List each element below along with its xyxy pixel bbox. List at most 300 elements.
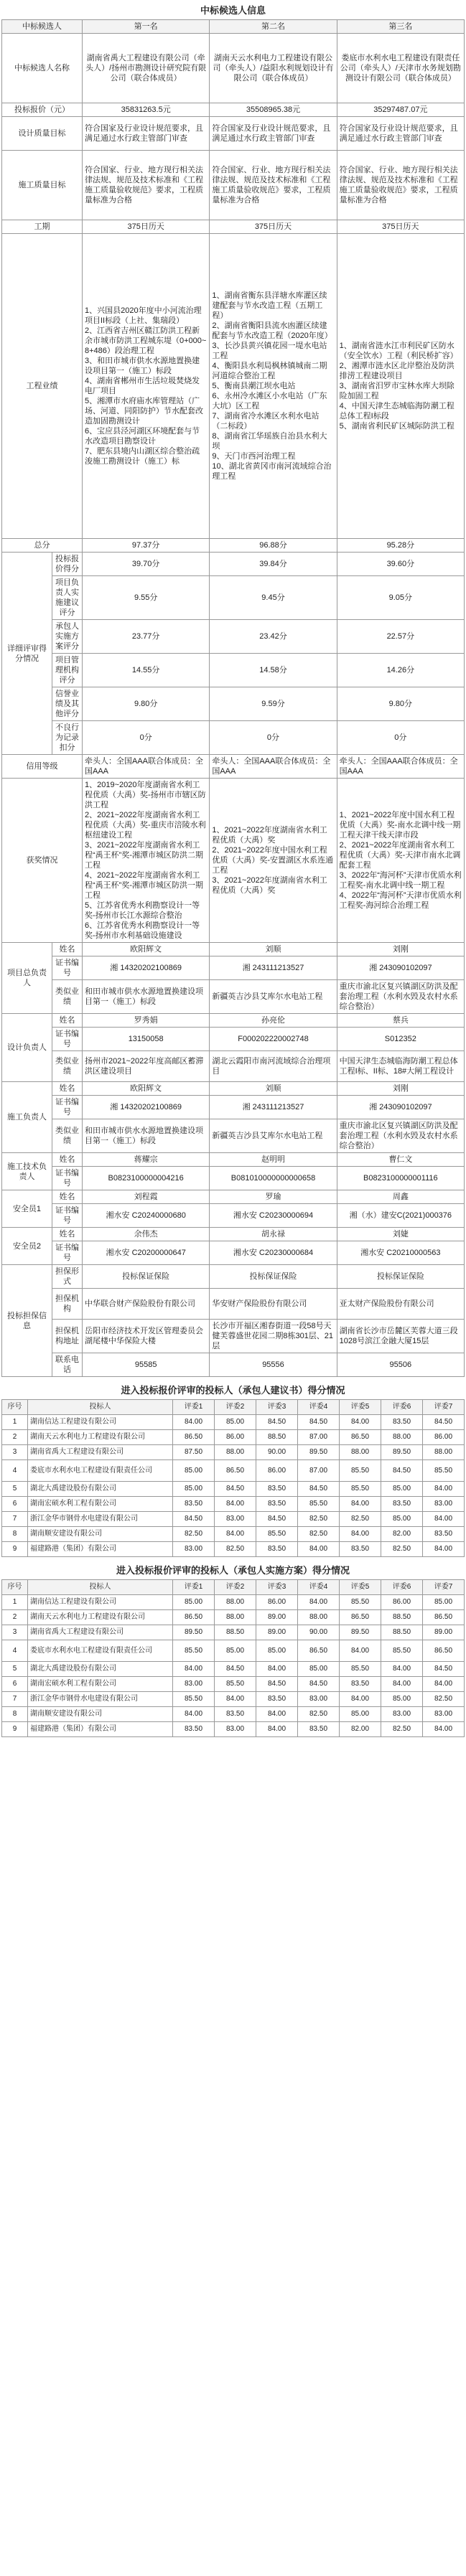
score-cell: 84.50 xyxy=(215,1482,256,1497)
cell: F000202220002748 xyxy=(210,1028,337,1051)
score-cell: 85.00 xyxy=(381,1482,423,1497)
score-cell: 83.00 xyxy=(173,1542,215,1557)
construct-row xyxy=(2,1082,465,1096)
cell: 95506 xyxy=(337,1353,464,1377)
cell: 湘水安 C20200000647 xyxy=(83,1241,210,1265)
score-cell: 86.00 xyxy=(256,1595,298,1610)
cell: 长沙市开福区湘春街道一段58号天健芙蓉盛世花园二期8栋301层、21层 xyxy=(210,1320,337,1353)
score-cell: 82.50 xyxy=(298,1707,340,1722)
score-cell: 88.50 xyxy=(256,1430,298,1445)
cell: 1、湖南省衡东县洋塘水库灌区续建配套与节水改造工程（五期工程） 2、湖南省衡阳县流水凼灌区续建配套与节水改造工程（2020年度） 3、长沙县黄兴镇花园一堤水电站工程 4、衡阳县水利局枫林镇城南二期河道综合整治工程 5、衡南县潮江坝水电站 6、永州冷水滩区小水电站（广东大坑）区工程 7、湖南省冷水滩区水利水电站（二标段） 8、湖南省江华瑶族自治县水利大坝 9、天门市西河治理工程 10、湖北省黄冈市南河流域综合治理工程 xyxy=(210,234,337,539)
score-cell: 85.00 xyxy=(173,1460,215,1482)
details-row xyxy=(2,721,465,755)
cell: 13150058 xyxy=(83,1028,210,1051)
cell: 39.60分 xyxy=(337,553,464,576)
column-header: 评委7 xyxy=(423,1580,465,1595)
score-cell: 85.50 xyxy=(340,1662,381,1677)
table-row xyxy=(2,1482,465,1497)
cell: 湘水安 C20240000680 xyxy=(83,1204,210,1228)
row-label: 姓名 xyxy=(52,1082,83,1096)
cell: 欧阳辉文 xyxy=(83,1082,210,1096)
cell: 湖南省禹大工程建设有限公司（牵头人）/扬州市勘测设计研究院有限公司（联合体成员） xyxy=(83,34,210,103)
score-cell: 83.00 xyxy=(173,1677,215,1692)
column-header: 评委5 xyxy=(340,1580,381,1595)
row-label: 姓名 xyxy=(52,1190,83,1204)
score2-title: 进入投标报价评审的投标人（承包人实施方案）得分情况 xyxy=(116,1565,350,1576)
score-cell: 85.50 xyxy=(256,1527,298,1542)
column-header: 评委6 xyxy=(381,1580,423,1595)
score-cell: 83.50 xyxy=(256,1692,298,1707)
safety2-row xyxy=(2,1241,465,1265)
score-cell: 88.50 xyxy=(381,1625,423,1640)
score-cell: 88.00 xyxy=(215,1610,256,1625)
cell: 罗瑜 xyxy=(210,1190,337,1204)
info-row xyxy=(2,34,465,103)
row-label: 投标报价得分 xyxy=(52,553,83,576)
score-cell: 84.00 xyxy=(256,1707,298,1722)
safety1-row xyxy=(2,1190,465,1204)
score-cell: 85.50 xyxy=(423,1460,465,1482)
bidder-name: 湖北大禹建设股份有限公司 xyxy=(28,1482,173,1497)
score-cell: 88.00 xyxy=(340,1445,381,1460)
score-cell: 82.00 xyxy=(340,1722,381,1737)
score-cell: 84.00 xyxy=(340,1527,381,1542)
cell: 湘 14320202100869 xyxy=(83,956,210,980)
table-row xyxy=(2,1430,465,1445)
group-label: 投标担保信息 xyxy=(2,1265,52,1377)
column-header: 序号 xyxy=(2,1580,28,1595)
cell: 蒋耀宗 xyxy=(83,1153,210,1167)
score-cell: 86.50 xyxy=(423,1610,465,1625)
row-label: 信誉业绩及其他评分 xyxy=(52,687,83,721)
group-label: 设计负责人 xyxy=(2,1014,52,1082)
group-label: 安全员2 xyxy=(2,1228,52,1265)
score-cell: 84.50 xyxy=(298,1482,340,1497)
cell: B081010000000000658 xyxy=(210,1167,337,1190)
row-label: 证书编号 xyxy=(52,956,83,980)
score-cell: 84.00 xyxy=(340,1692,381,1707)
score-cell: 84.00 xyxy=(215,1497,256,1512)
total-row xyxy=(2,539,465,553)
score-cell: 86.50 xyxy=(340,1430,381,1445)
row-label: 姓名 xyxy=(52,1014,83,1028)
cell: 牵头人：全国AAA联合体成员：全国AAA xyxy=(337,755,464,779)
table-row xyxy=(2,1625,465,1640)
score-cell: 82.50 xyxy=(298,1527,340,1542)
construct-row xyxy=(2,1096,465,1119)
score-cell: 88.00 xyxy=(215,1595,256,1610)
score-cell: 84.00 xyxy=(423,1722,465,1737)
row-number: 2 xyxy=(2,1430,28,1445)
group-label: 项目总负责人 xyxy=(2,943,52,1014)
score-cell: 83.00 xyxy=(298,1692,340,1707)
row-label: 获奖情况 xyxy=(2,779,83,943)
cell: 1、2021~2022年度中国水利工程优质（大禹）奖-南水北调中线一期工程天津干线天津市段 2、2021~2022年度湖南省水利工程优质（大禹）奖-天津市南水北调配套工程 3、2022年“海河杯”天津市优质水利工程奖-南水北调中线一期工程 4、2022年“海河杯”天津市优质水利工程奖-海河综合治理工程 xyxy=(337,779,464,943)
bidder-name: 福建路港（集团）有限公司 xyxy=(28,1722,173,1737)
table-row xyxy=(2,1707,465,1722)
score-cell: 85.50 xyxy=(340,1460,381,1482)
score-cell: 89.50 xyxy=(298,1445,340,1460)
cell: 刘婕 xyxy=(337,1228,464,1241)
cell: 符合国家、行业、地方现行相关法律法规、规范及技术标准和《工程施工质量验收规范》要求，工程质量标准为合格 xyxy=(210,151,337,220)
cell: 9.05分 xyxy=(337,576,464,620)
row-number: 7 xyxy=(2,1692,28,1707)
score-cell: 87.50 xyxy=(173,1445,215,1460)
cell: 周鑫 xyxy=(337,1190,464,1204)
cell: 湘 243090102097 xyxy=(337,956,464,980)
score-cell: 84.00 xyxy=(215,1527,256,1542)
cell: 95.28分 xyxy=(337,539,464,553)
cell: 0分 xyxy=(210,721,337,755)
pm-row xyxy=(2,956,465,980)
cell: 刘刚 xyxy=(337,1082,464,1096)
cell: 重庆市渝北区复兴镇湖区防洪及配套治理工程（水利水毁及农村水系综合整治） xyxy=(337,1119,464,1153)
score-cell: 88.00 xyxy=(298,1610,340,1625)
score-cell: 85.50 xyxy=(173,1640,215,1662)
column-header: 评委5 xyxy=(340,1400,381,1415)
cell: 23.42分 xyxy=(210,620,337,654)
score-cell: 82.50 xyxy=(381,1722,423,1737)
score-cell: 84.00 xyxy=(423,1482,465,1497)
row-label: 联系电话 xyxy=(52,1353,83,1377)
score-cell: 83.50 xyxy=(381,1497,423,1512)
score-cell: 85.50 xyxy=(298,1497,340,1512)
cell: 罗秀娟 xyxy=(83,1014,210,1028)
cell: 1、湖南省涟水江市利民矿区防水（安全饮水）工程（利民桥扩容） 2、湘潭市涟水区北岸整治及防洪排涝工程建设项目 3、湖南省汨罗市宝林水库大坝除险加固工程 4、中国天津生态城临海防潮工程总体工程I标段 5、湖南省利民矿区城际防洪工程 xyxy=(337,234,464,539)
column-header: 评委4 xyxy=(298,1580,340,1595)
score-cell: 89.50 xyxy=(381,1445,423,1460)
score-cell: 89.00 xyxy=(423,1625,465,1640)
cell: 95556 xyxy=(210,1353,337,1377)
table-row xyxy=(2,1415,465,1430)
table-row xyxy=(2,1527,465,1542)
score-cell: 85.00 xyxy=(173,1482,215,1497)
score-cell: 87.00 xyxy=(298,1460,340,1482)
row-label: 姓名 xyxy=(52,1153,83,1167)
cell: 湘 243111213527 xyxy=(210,956,337,980)
row-label: 承包人实施方案评分 xyxy=(52,620,83,654)
table-row xyxy=(2,1692,465,1707)
cell: 湘 243111213527 xyxy=(210,1096,337,1119)
page xyxy=(1,3,465,1737)
cell: 刘顺 xyxy=(210,1082,337,1096)
cell: B0823100000004216 xyxy=(83,1167,210,1190)
cell: 刘顺 xyxy=(210,943,337,956)
row-number: 8 xyxy=(2,1527,28,1542)
score-cell: 84.50 xyxy=(256,1512,298,1527)
cell: 和田市城市供水水源地置换建设项目第一（施工）标段 xyxy=(83,980,210,1014)
score-cell: 86.00 xyxy=(381,1595,423,1610)
score-cell: 85.50 xyxy=(340,1482,381,1497)
bidder-name: 湖南省禹大工程建设有限公司 xyxy=(28,1445,173,1460)
cell: 9.59分 xyxy=(210,687,337,721)
row-label: 施工质量目标 xyxy=(2,151,83,220)
score-cell: 89.00 xyxy=(256,1625,298,1640)
cell: 35831263.5元 xyxy=(83,103,210,117)
cell: S012352 xyxy=(337,1028,464,1051)
cell: 1、兴国县2020年度中小河流治理项目II标段（上社、集瑞段） 2、江西省吉州区赣江防洪工程新余市城市防洪工程城东堤（0+000~8+486）段治理工程 3、和田市城市供水水源地置换建设项目第一（施工）标段 4、湖南省郴州市生活垃圾焚烧发电厂项目 5、湘潭市水府庙水库管理站（广场、河道、同阳防护）节水配套改造加固勘测设计 6、宝应县泾河湖区环境配套与节水改造项目勘察设计 7、肥东县境内山湖区综合整治疏浚施工勘测设计（施工）标 xyxy=(83,234,210,539)
cell: 符合国家及行业设计规范要求，且满足通过水行政主管部门审查 xyxy=(210,117,337,151)
cell: B0823100000001116 xyxy=(337,1167,464,1190)
guarantee-row xyxy=(2,1289,465,1320)
cell: 22.57分 xyxy=(337,620,464,654)
score-cell: 84.00 xyxy=(173,1662,215,1677)
score1-table xyxy=(1,1399,465,1557)
row-label: 中标候选人名称 xyxy=(2,34,83,103)
cell: 97.37分 xyxy=(83,539,210,553)
table-row xyxy=(2,1542,465,1557)
score-cell: 85.50 xyxy=(215,1677,256,1692)
score-cell: 88.00 xyxy=(423,1445,465,1460)
score-cell: 86.50 xyxy=(423,1640,465,1662)
cell: 9.80分 xyxy=(83,687,210,721)
score-cell: 84.50 xyxy=(381,1460,423,1482)
score-cell: 90.00 xyxy=(298,1625,340,1640)
bidder-name: 湖南宏硕水利工程有限公司 xyxy=(28,1677,173,1692)
cell: 刘刚 xyxy=(337,943,464,956)
row-number: 5 xyxy=(2,1662,28,1677)
row-label: 担保形式 xyxy=(52,1265,83,1289)
score-cell: 83.00 xyxy=(423,1497,465,1512)
cell: 中华联合财产保险股份有限公司 xyxy=(83,1289,210,1320)
score-cell: 89.50 xyxy=(340,1625,381,1640)
score-cell: 85.00 xyxy=(340,1707,381,1722)
column-header: 评委2 xyxy=(215,1400,256,1415)
score-cell: 84.00 xyxy=(381,1677,423,1692)
score-cell: 84.00 xyxy=(256,1722,298,1737)
score-cell: 86.50 xyxy=(340,1610,381,1625)
cell: 新疆英吉沙县艾库尔水电站工程 xyxy=(210,980,337,1014)
row-label: 类似业绩 xyxy=(52,980,83,1014)
column-header: 评委6 xyxy=(381,1400,423,1415)
cell: 14.55分 xyxy=(83,654,210,687)
row-label: 信用等级 xyxy=(2,755,83,779)
score-cell: 82.50 xyxy=(298,1512,340,1527)
score-cell: 83.50 xyxy=(173,1722,215,1737)
cell: 39.70分 xyxy=(83,553,210,576)
score-cell: 83.00 xyxy=(215,1512,256,1527)
bidder-name: 浙江金华市钢骨水电建设有限公司 xyxy=(28,1512,173,1527)
cell: 14.58分 xyxy=(210,654,337,687)
score-cell: 84.00 xyxy=(340,1640,381,1662)
cell: 重庆市渝北区复兴镇湖区防洪及配套治理工程（水利水毁及农村水系综合整治） xyxy=(337,980,464,1014)
score-cell: 84.00 xyxy=(423,1542,465,1557)
score-cell: 88.00 xyxy=(215,1445,256,1460)
table-row xyxy=(2,1640,465,1662)
header-row xyxy=(2,20,465,34)
details-row xyxy=(2,553,465,576)
bidder-name: 湖南天云水利电力工程建设有限公司 xyxy=(28,1430,173,1445)
score-cell: 83.50 xyxy=(173,1497,215,1512)
score-cell: 90.00 xyxy=(256,1445,298,1460)
details-row xyxy=(2,687,465,721)
bidder-name: 湖南顺安建设有限公司 xyxy=(28,1527,173,1542)
pm-row xyxy=(2,943,465,956)
bidder-name: 湖北大禹建设股份有限公司 xyxy=(28,1662,173,1677)
row-label: 项目管理机构评分 xyxy=(52,654,83,687)
cell: 0分 xyxy=(337,721,464,755)
score-cell: 83.00 xyxy=(381,1707,423,1722)
guarantee-row xyxy=(2,1265,465,1289)
design-row xyxy=(2,1051,465,1082)
column-header: 评委1 xyxy=(173,1400,215,1415)
score1-title: 进入投标报价评审的投标人（承包人建议书）得分情况 xyxy=(121,1385,345,1396)
cell: 95585 xyxy=(83,1353,210,1377)
table-row xyxy=(2,1662,465,1677)
cell: 亚太财产保险股份有限公司 xyxy=(337,1289,464,1320)
cell: 湖北云霞阳市南河流域综合治理项目 xyxy=(210,1051,337,1082)
info-row xyxy=(2,151,465,220)
cell: 投标保证保险 xyxy=(337,1265,464,1289)
cell: 湘水安 C20210000563 xyxy=(337,1241,464,1265)
info-row xyxy=(2,103,465,117)
header-cell: 第一名 xyxy=(83,20,210,34)
row-number: 4 xyxy=(2,1460,28,1482)
score-cell: 84.50 xyxy=(256,1677,298,1692)
bidder-name: 福建路港（集团）有限公司 xyxy=(28,1542,173,1557)
guarantee-row xyxy=(2,1353,465,1377)
cell: 湘 243090102097 xyxy=(337,1096,464,1119)
group-label: 施工技术负责人 xyxy=(2,1153,52,1190)
row-label: 证书编号 xyxy=(52,1204,83,1228)
score-cell: 82.50 xyxy=(381,1542,423,1557)
score-cell: 83.50 xyxy=(256,1542,298,1557)
cell: 9.55分 xyxy=(83,576,210,620)
bidder-name: 娄底市水利水电工程建设有限责任公司 xyxy=(28,1640,173,1662)
cell: 375日历天 xyxy=(83,220,210,234)
score-cell: 82.50 xyxy=(423,1692,465,1707)
row-number: 8 xyxy=(2,1707,28,1722)
candidate-table xyxy=(1,19,465,1377)
score-cell: 89.50 xyxy=(173,1625,215,1640)
column-header: 评委1 xyxy=(173,1580,215,1595)
cell: 新疆英吉沙县艾库尔水电站工程 xyxy=(210,1119,337,1153)
score-cell: 87.00 xyxy=(298,1430,340,1445)
row-label: 工期 xyxy=(2,220,83,234)
column-header: 评委4 xyxy=(298,1400,340,1415)
row-label: 证书编号 xyxy=(52,1241,83,1265)
score-cell: 85.00 xyxy=(381,1512,423,1527)
column-header: 序号 xyxy=(2,1400,28,1415)
score-cell: 84.00 xyxy=(381,1662,423,1677)
score-cell: 85.00 xyxy=(256,1640,298,1662)
score-cell: 85.00 xyxy=(298,1662,340,1677)
column-header: 投标人 xyxy=(28,1400,173,1415)
score-cell: 83.00 xyxy=(215,1722,256,1737)
cell: 9.80分 xyxy=(337,687,464,721)
score-cell: 82.50 xyxy=(215,1542,256,1557)
row-label: 证书编号 xyxy=(52,1167,83,1190)
score-cell: 85.00 xyxy=(215,1640,256,1662)
score-cell: 83.50 xyxy=(215,1707,256,1722)
bidder-name: 湖南天云水利电力工程建设有限公司 xyxy=(28,1610,173,1625)
score-cell: 88.50 xyxy=(215,1625,256,1640)
score-cell: 84.00 xyxy=(298,1542,340,1557)
cell: 375日历天 xyxy=(337,220,464,234)
row-label: 证书编号 xyxy=(52,1096,83,1119)
score-cell: 86.50 xyxy=(173,1610,215,1625)
row-label: 证书编号 xyxy=(52,1028,83,1051)
score-cell: 83.50 xyxy=(340,1542,381,1557)
table-row xyxy=(2,1595,465,1610)
row-number: 3 xyxy=(2,1625,28,1640)
cell: 符合国家及行业设计规范要求，且满足通过水行政主管部门审查 xyxy=(337,117,464,151)
row-number: 3 xyxy=(2,1445,28,1460)
score-cell: 85.50 xyxy=(340,1595,381,1610)
cell: 9.45分 xyxy=(210,576,337,620)
cell: 蔡兵 xyxy=(337,1014,464,1028)
table-row xyxy=(2,1445,465,1460)
cell: 胡永禄 xyxy=(210,1228,337,1241)
score-cell: 84.50 xyxy=(423,1415,465,1430)
column-header: 投标人 xyxy=(28,1580,173,1595)
cell: 孙亮伦 xyxy=(210,1014,337,1028)
score-cell: 84.50 xyxy=(298,1677,340,1692)
cell: 湘（水）建安C(2021)000376 xyxy=(337,1204,464,1228)
row-number: 7 xyxy=(2,1512,28,1527)
bidder-name: 湖南宏硕水利工程有限公司 xyxy=(28,1497,173,1512)
safety1-row xyxy=(2,1204,465,1228)
score-cell: 84.00 xyxy=(340,1497,381,1512)
bidder-name: 湖南顺安建设有限公司 xyxy=(28,1707,173,1722)
cell: 375日历天 xyxy=(210,220,337,234)
cell: 娄底市水利水电工程建设有限责任公司（牵头人）/天津市水务规划勘测设计有限公司（联合体成员） xyxy=(337,34,464,103)
score-cell: 85.50 xyxy=(381,1640,423,1662)
awards-row xyxy=(2,779,465,943)
table-row xyxy=(2,1460,465,1482)
construct-row xyxy=(2,1119,465,1153)
row-label: 工程业绩 xyxy=(2,234,83,539)
cell: 和田市城市供水水源地置换建设项目第一（施工）标段 xyxy=(83,1119,210,1153)
header-cell: 第三名 xyxy=(337,20,464,34)
row-label: 担保机构 xyxy=(52,1289,83,1320)
score-cell: 84.00 xyxy=(215,1692,256,1707)
cell: 华安财产保险股份有限公司 xyxy=(210,1289,337,1320)
score-cell: 83.50 xyxy=(381,1415,423,1430)
row-number: 5 xyxy=(2,1482,28,1497)
cell: 赵明明 xyxy=(210,1153,337,1167)
info-row xyxy=(2,220,465,234)
score-cell: 84.00 xyxy=(298,1595,340,1610)
score-cell: 86.50 xyxy=(298,1640,340,1662)
cell: 39.84分 xyxy=(210,553,337,576)
row-label: 项目负责人实施建议评分 xyxy=(52,576,83,620)
score-cell: 88.50 xyxy=(381,1610,423,1625)
cell: 欧阳辉文 xyxy=(83,943,210,956)
score-cell: 86.50 xyxy=(173,1430,215,1445)
score-cell: 83.00 xyxy=(423,1707,465,1722)
score-cell: 88.00 xyxy=(381,1430,423,1445)
row-number: 1 xyxy=(2,1595,28,1610)
score-cell: 84.00 xyxy=(423,1512,465,1527)
score-cell: 86.00 xyxy=(423,1430,465,1445)
row-label: 类似业绩 xyxy=(52,1119,83,1153)
tech-row xyxy=(2,1153,465,1167)
info-row xyxy=(2,117,465,151)
score-cell: 85.00 xyxy=(173,1595,215,1610)
details-row xyxy=(2,654,465,687)
score-cell: 85.50 xyxy=(173,1692,215,1707)
row-number: 9 xyxy=(2,1542,28,1557)
guarantee-row xyxy=(2,1320,465,1353)
performance-row xyxy=(2,234,465,539)
score-cell: 83.50 xyxy=(298,1722,340,1737)
bidder-name: 娄底市水利水电工程建设有限责任公司 xyxy=(28,1460,173,1482)
score-cell: 84.00 xyxy=(340,1415,381,1430)
row-label: 不良行为记录扣分 xyxy=(52,721,83,755)
details-row xyxy=(2,620,465,654)
column-header: 评委7 xyxy=(423,1400,465,1415)
